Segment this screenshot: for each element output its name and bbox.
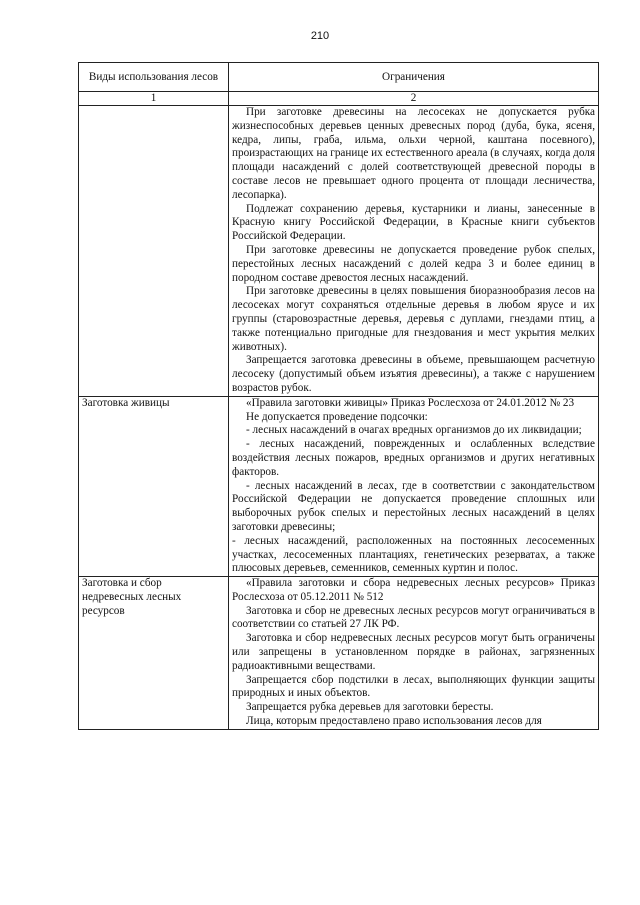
- table-row: [79, 577, 599, 730]
- restriction-paragraph: Запрещается рубка деревьев для заготовки бересты.: [246, 701, 494, 714]
- column-number-1: 1: [79, 92, 229, 106]
- table-header-row: [79, 63, 599, 92]
- forest-use-cell: Заготовка и сбор недревесных лесных ресурсов: [79, 577, 229, 730]
- header-forest-use: Виды использования лесов: [79, 63, 229, 92]
- restriction-paragraph: Подлежат сохранению деревья, кустарники и лианы, занесенные в Красную книгу Российской Федерации, в Красные книги субъектов Российской Федерации.: [232, 202, 595, 243]
- restriction-paragraph: - лесных насаждений, поврежденных и ослабленных вследствие воздействия лесных пожаров, вредных организмов и других негативных факторов.: [232, 438, 595, 478]
- restriction-paragraph: - лесных насаждений в очагах вредных организмов до их ликвидации;: [246, 424, 582, 437]
- restrictions-cell: [229, 577, 599, 730]
- restriction-paragraph: Запрещается заготовка древесины в объеме, превышающем расчетную лесосеку (допустимый объем изъятия древесины), а также с нарушением возрастов рубок.: [232, 354, 595, 394]
- forest-use-cell: [79, 106, 229, 397]
- restriction-paragraph: Заготовка и сбор недревесных лесных ресурсов могут быть ограничены или запрещены в установленном порядке в районах, загрязненных радиоактивными веществами.: [232, 632, 595, 672]
- restriction-paragraph: При заготовке древесины в целях повышения биоразнообразия лесов на лесосеках могут сохраняться отдельные деревья в любом ярусе и их группы (старовозрастные деревья, деревья с дуплами, гнездами птиц, а также потенциально пригодные для гнездования и мест укрытия мелких животных).: [232, 285, 595, 353]
- column-number-2: 2: [229, 92, 599, 106]
- restriction-paragraph: - лесных насаждений в лесах, где в соответствии с закондательством Российской Федерации не допускается проведение сплошных или выборочных рубок спелых и перестойных лесных насаждений в целях заготовки древесины;: [232, 479, 595, 533]
- table-row: [79, 396, 599, 576]
- restriction-paragraph: Лица, которым предоставлено право использования лесов для: [246, 715, 542, 728]
- column-number-row: [79, 92, 599, 106]
- restrictions-table: [78, 62, 599, 730]
- restriction-paragraph: - лесных насаждений, расположенных на постоянных лесосеменных участках, лесосеменных плантациях, генетических резерватах, а также плюсовых деревьев, семенников, семенных куртин и полос.: [232, 534, 595, 575]
- header-restrictions: Ограничения: [229, 63, 599, 92]
- restriction-paragraph: Заготовка и сбор не древесных лесных ресурсов могут ограничиваться в соответствии со статьей 27 ЛК РФ.: [232, 604, 595, 631]
- restriction-paragraph: «Правила заготовки живицы» Приказ Рослесхоза от 24.01.2012 № 23: [246, 396, 575, 409]
- restrictions-cell: [229, 106, 599, 397]
- restriction-paragraph: Не допускается проведение подсочки:: [246, 410, 428, 423]
- table-row: [79, 106, 599, 397]
- restriction-paragraph: При заготовке древесины на лесосеках не допускается рубка жизнеспособных деревьев ценных древесных пород (дуба, бука, ясеня, кедра, липы, граба, ильма, ольхи черной, каштана посевного), произрастающих на границе их естественного ареала (в случаях, когда доля площади насаждений с долей соответствующей древесной породы в составе лесов не превышает одного процента от площади лесничества, лесопарка).: [232, 106, 595, 201]
- forest-use-cell: Заготовка живицы: [79, 396, 229, 576]
- restriction-paragraph: «Правила заготовки и сбора недревесных лесных ресурсов» Приказ Рослесхоза от 05.12.2011 № 512: [232, 577, 595, 603]
- restriction-paragraph: Запрещается сбор подстилки в лесах, выполняющих функции защиты природных и иных объектов.: [232, 673, 595, 700]
- restrictions-cell: [229, 396, 599, 576]
- page-number: 210: [310, 30, 330, 42]
- restriction-paragraph: При заготовке древесины не допускается проведение рубок спелых, перестойных лесных насаждений с долей кедра 3 и более единиц в породном составе древостоя лесных насаждений.: [232, 243, 595, 284]
